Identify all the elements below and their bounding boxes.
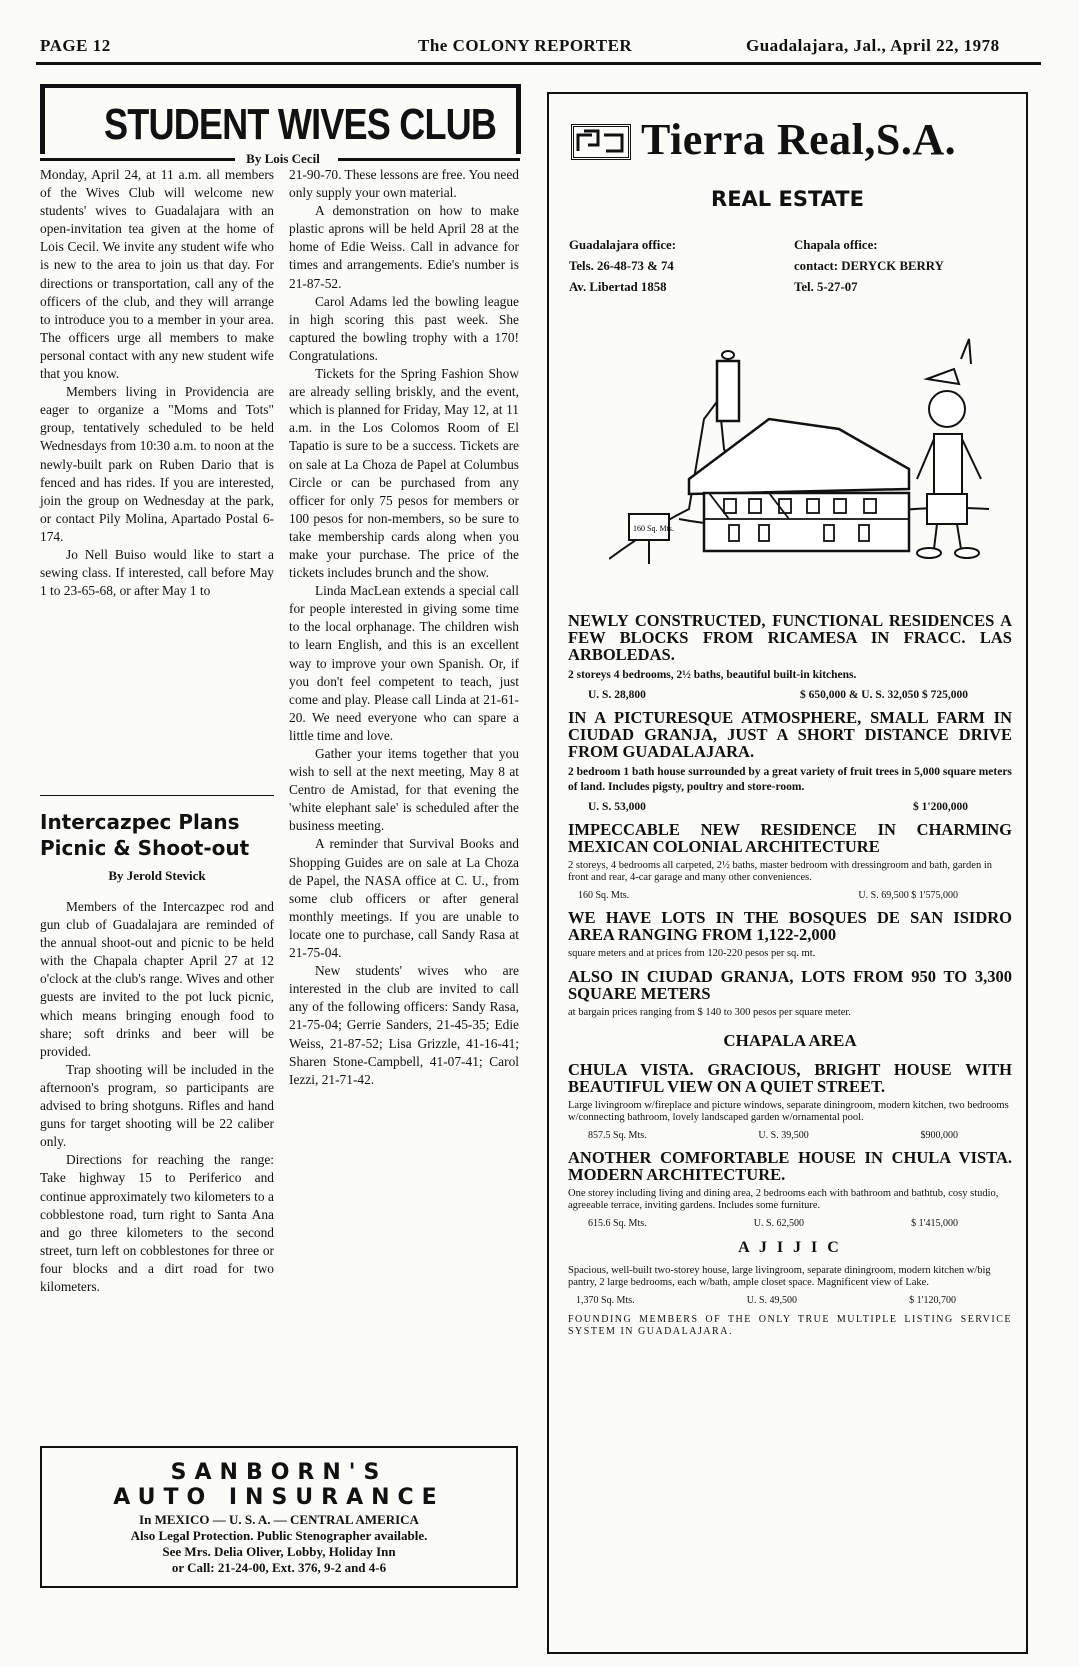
sanborns-name: SANBORN'S bbox=[170, 1460, 388, 1485]
listing-prices bbox=[588, 801, 968, 813]
listing-description: One storey including living and dining area, 2 bedrooms each with bathroom and bathtub, cosy studio, agreeable terrace, inviting gardens. Includes some furniture. bbox=[568, 1188, 999, 1211]
price-usd: U. S. 49,500 bbox=[746, 1295, 798, 1306]
paragraph: 21-90-70. These lessons are free. You need only supply your own material. bbox=[289, 167, 519, 201]
listing-prices bbox=[578, 890, 958, 901]
logo-icon bbox=[571, 124, 631, 160]
lot-size: 615.6 Sq. Mts. bbox=[588, 1218, 647, 1229]
sanborns-phone: or Call: 21-24-00, Ext. 376, 9-2 and 4-6 bbox=[171, 1560, 387, 1575]
title-top-rule bbox=[40, 84, 520, 88]
listing-prices bbox=[588, 689, 968, 701]
listing-headline: ALSO IN CIUDAD GRANJA, LOTS FROM 950 TO 3,300 SQUARE METERS bbox=[568, 967, 1012, 1003]
price-pesos: $ 1'120,700 bbox=[909, 1295, 956, 1306]
sanborns-service: AUTO INSURANCE bbox=[113, 1485, 445, 1510]
price-usd: U. S. 53,000 bbox=[588, 801, 646, 813]
article2-title-line1: Intercazpec Plans bbox=[40, 810, 240, 834]
article-column-1 bbox=[40, 166, 274, 600]
dateline: Guadalajara, Jal., April 22, 1978 bbox=[746, 36, 1000, 55]
paragraph: Monday, April 24, at 11 a.m. all members of the Wives Club will welcome new students' wives to Guadalajara with an open-invitation tea given at the home of Lois Cecil. We invite any student wife who is new to the area to join us that day. For directions or transportation, call any of the officers of the club, and they will arrange to introduce you to a member in your area. The officers urge all members to make personal contact with any new student wife that you know. bbox=[40, 167, 274, 382]
tierra-real-ad bbox=[547, 92, 1028, 1654]
paragraph: Carol Adams led the bowling league in high scoring this past week. She captured the bowling trophy with a 170! Congratulations. bbox=[289, 293, 519, 363]
paragraph: Jo Nell Buiso would like to start a sewing class. If interested, call before May 1 to 23-65-68, or after May 1 to bbox=[40, 546, 274, 599]
sanborns-coverage: In MEXICO — U. S. A. — CENTRAL AMERICA bbox=[139, 1512, 419, 1527]
article2-title-line2: Picnic & Shoot-out bbox=[40, 836, 250, 860]
price-pesos: $ 1'415,000 bbox=[911, 1218, 958, 1229]
listing bbox=[568, 612, 1012, 701]
article2-byline: By Jerold Stevick bbox=[108, 868, 206, 883]
price-pesos: $ 650,000 & U. S. 32,050 $ 725,000 bbox=[799, 689, 968, 701]
article-byline: By Lois Cecil bbox=[246, 151, 320, 166]
title-left-rule bbox=[40, 84, 45, 154]
lot-size: 857.5 Sq. Mts. bbox=[588, 1130, 647, 1141]
paragraph: Members of the Intercazpec rod and gun club of Guadalajara are reminded of the annual shoot-out and picnic to be held with the Chapala chapter April 27 at 12 o'clock at the club's range. Wives and other guests are invited to the pot luck picnic, which means bringing enough food to share; soft drinks and beer will be provided. bbox=[40, 899, 274, 1059]
gdl-office-label: Guadalajara office: bbox=[569, 238, 676, 252]
listing-headline: ANOTHER COMFORTABLE HOUSE IN CHULA VISTA. MODERN ARCHITECTURE. bbox=[568, 1148, 1012, 1184]
price-usd: U. S. 28,800 bbox=[588, 689, 646, 701]
ajijic-heading: A J I J I C bbox=[738, 1239, 842, 1256]
listing-headline: IMPECCABLE NEW RESIDENCE IN CHARMING MEXICAN COLONIAL ARCHITECTURE bbox=[568, 820, 1012, 856]
listing-headline: NEWLY CONSTRUCTED, FUNCTIONAL RESIDENCES A FEW BLOCKS FROM RICAMESA IN FRACC. LAS ARBOLEDAS. bbox=[568, 611, 1012, 664]
sanborns-contact: See Mrs. Delia Oliver, Lobby, Holiday Inn bbox=[162, 1544, 396, 1559]
listing bbox=[568, 1061, 1012, 1141]
newspaper-name: The COLONY REPORTER bbox=[418, 36, 633, 55]
listing-headline: CHULA VISTA. GRACIOUS, BRIGHT HOUSE WITH BEAUTIFUL VIEW ON A QUIET STREET. bbox=[568, 1060, 1012, 1096]
listing bbox=[568, 709, 1012, 813]
listing-description: square meters and at prices from 120-220 pesos per sq. mt. bbox=[568, 948, 816, 959]
paragraph: Directions for reaching the range: Take highway 15 to Periferico and continue approximately two kilometers to a cobblestone road, turn right to Santa Ana and go three kilometers to the second street, turn left on cobblestones for three or four blocks and a dirt road for two kilometers. bbox=[40, 1152, 274, 1294]
listing bbox=[568, 821, 1012, 901]
listing bbox=[568, 968, 1012, 1019]
byline-rule-left bbox=[40, 158, 235, 161]
listing-headline: WE HAVE LOTS IN THE BOSQUES DE SAN ISIDRO AREA RANGING FROM 1,122-2,000 bbox=[568, 908, 1012, 944]
listing-prices bbox=[588, 1218, 958, 1229]
article-column-2 bbox=[289, 166, 519, 1089]
ajijic-description: Spacious, well-built two-storey house, large livingroom, separate diningroom, modern kitchen w/big pantry, 2 large bedrooms, each w/bath, ample closet space. Magnificent view of Lake. bbox=[568, 1265, 991, 1288]
gdl-office-address: Av. Libertad 1858 bbox=[569, 280, 667, 294]
title-right-rule bbox=[516, 84, 521, 154]
price-usd: U. S. 39,500 bbox=[758, 1130, 809, 1141]
price-pesos: $ 1'200,000 bbox=[913, 801, 968, 813]
listing-prices bbox=[588, 1130, 958, 1141]
paragraph: Linda MacLean extends a special call for people interested in giving some time to the local orphanage. The children wish to learn English, and this is an excellent way to improve your own Spanish. Or, if you don't feel competent to teach, just come and play. Please call Linda at 21-61-20. We need everyone who can spare a little time and love. bbox=[289, 583, 519, 743]
sign-text: 160 Sq. Mts. bbox=[633, 524, 674, 533]
listing-description: at bargain prices ranging from $ 140 to 300 pesos per square meter. bbox=[568, 1007, 851, 1018]
paragraph: Tickets for the Spring Fashion Show are already selling briskly, and the event, which is planned for Friday, May 12, at 11 a.m. in the Los Colomos Room of El Tapatio is sure to be a success. Tickets are on sale at La Choza de Papel at Columbus Circle or can be purchased from any officer for only 75 pesos for members or 100 pesos for non-members, so be sure to take membership cards along when you make your purchase. The price of the tickets includes brunch and the show. bbox=[289, 366, 519, 581]
header-rule bbox=[36, 62, 1041, 65]
listing-description: 2 storeys 4 bedrooms, 2½ baths, beautiful built-in kitchens. bbox=[568, 669, 857, 681]
price-pesos: $900,000 bbox=[920, 1130, 958, 1141]
paragraph: Members living in Providencia are eager to organize a "Moms and Tots" group, tentatively scheduled to be held Wednesdays from 10:30 a.m. to noon at the newly-built park on Ruben Dario that is fenced and has rides. If you are interested, join the group on Wednesday at the park, or contact Pily Molina, Apartado Postal 6-174. bbox=[40, 384, 274, 544]
lot-size: 160 Sq. Mts. bbox=[578, 890, 630, 901]
paragraph: Trap shooting will be included in the afternoon's program, so participants are advised to bring shotguns. Rifles and hand guns for target shooting will be 22 caliber only. bbox=[40, 1061, 274, 1150]
house-illustration bbox=[609, 319, 1009, 569]
price-usd: U. S. 69,500 $ 1'575,000 bbox=[858, 890, 958, 901]
paragraph: A reminder that Survival Books and Shopping Guides are on sale at La Choza de Papel, the NASA office at C. U., from some club officers or after general monthly meetings. If you are unable to locate one to purchase, call Sandy Rasa at 21-75-04. bbox=[289, 836, 519, 961]
listings bbox=[568, 612, 1012, 1338]
paragraph: Gather your items together that you wish to sell at the next meeting, May 8 at Centro de Amistad, for that evening the 'white elephant sale' is scheduled after the business meeting. bbox=[289, 746, 519, 834]
article2-column bbox=[40, 898, 274, 1296]
listing bbox=[568, 1149, 1012, 1229]
sanborns-extra: Also Legal Protection. Public Stenographer available. bbox=[130, 1528, 428, 1543]
chapala-office-label: Chapala office: bbox=[794, 238, 878, 252]
chapala-office-phone: Tel. 5-27-07 bbox=[794, 280, 858, 294]
company-name: Tierra Real,S.A. bbox=[641, 115, 957, 164]
listing bbox=[568, 909, 1012, 960]
listing-description: 2 bedroom 1 bath house surrounded by a great variety of fruit trees in 5,000 square meters of land. Includes pigsty, poultry and store-room. bbox=[568, 766, 1012, 793]
price-usd: U. S. 62,500 bbox=[753, 1218, 805, 1229]
paragraph: New students' wives who are interested in the club are invited to call any of the following officers: Sandy Rasa, 21-75-04; Gerrie Sanders, 21-45-35; Edie Weiss, 21-87-52; Lisa Grizzle, 41-16-41; Sharen Stone-Campbell, 41-07-41; Carol Iezzi, 21-71-42. bbox=[289, 963, 519, 1087]
ad-footer: FOUNDING MEMBERS OF THE ONLY TRUE MULTIPLE LISTING SERVICE SYSTEM IN GUADALAJARA. bbox=[568, 1314, 1012, 1337]
column-divider bbox=[40, 795, 274, 796]
ajijic-prices bbox=[576, 1295, 956, 1306]
byline-rule-right bbox=[338, 158, 520, 161]
sanborns-ad bbox=[40, 1446, 518, 1588]
paragraph: A demonstration on how to make plastic aprons will be held April 28 at the home of Edie Weiss. Call in advance for times and arrangements. Edie's number is 21-87-52. bbox=[289, 203, 519, 291]
listing-headline: IN A PICTURESQUE ATMOSPHERE, SMALL FARM IN CIUDAD GRANJA, JUST A SHORT DISTANCE DRIVE FROM GUADALAJARA. bbox=[568, 708, 1012, 761]
listing-description: Large livingroom w/fireplace and picture windows, separate diningroom, modern kitchen, two bedrooms w/connecting bathroom, lovely landscaped garden w/ornamental pool. bbox=[568, 1100, 1009, 1123]
article-title: STUDENT WIVES CLUB bbox=[104, 100, 497, 149]
listing-description: 2 storeys, 4 bedrooms all carpeted, 2½ baths, master bedroom with dressingroom and bath, garden in front and rear, 4-car garage and many other conveniences. bbox=[568, 860, 992, 883]
company-subtitle: REAL ESTATE bbox=[711, 187, 864, 211]
gdl-office-phones: Tels. 26-48-73 & 74 bbox=[569, 259, 674, 273]
chapala-area-heading: CHAPALA AREA bbox=[723, 1031, 857, 1050]
chapala-office-contact: contact: DERYCK BERRY bbox=[794, 259, 944, 273]
page-number: PAGE 12 bbox=[40, 36, 111, 55]
lot-size: 1,370 Sq. Mts. bbox=[576, 1295, 635, 1306]
